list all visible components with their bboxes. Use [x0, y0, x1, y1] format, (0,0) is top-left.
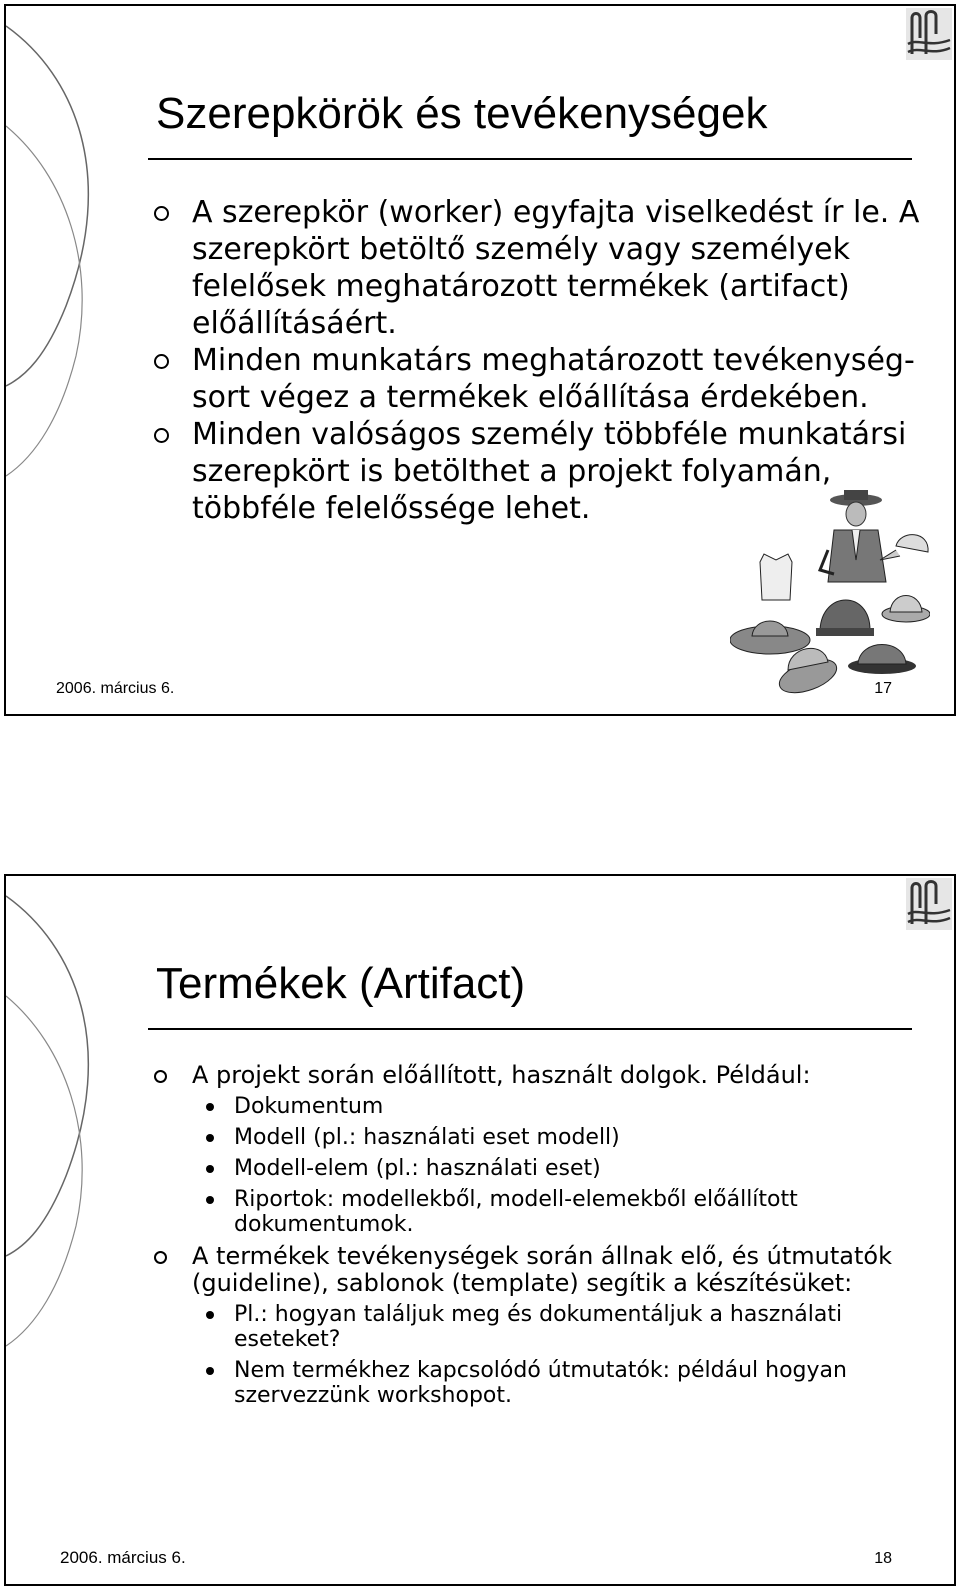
- sub-bullet-item: Modell-elem (pl.: használati eset): [234, 1156, 932, 1181]
- bullet-item: [192, 342, 932, 416]
- bullet-list: [192, 194, 932, 527]
- bullet-item: [192, 194, 932, 342]
- hollow-circle-bullet-icon: [154, 1251, 167, 1264]
- dot-bullet-icon: [206, 1103, 214, 1111]
- dot-bullet-icon: [206, 1196, 214, 1204]
- hollow-circle-bullet-icon: [154, 428, 169, 443]
- dot-bullet-icon: [206, 1311, 214, 1319]
- slide-17: [4, 4, 956, 716]
- sub-bullet-item: Dokumentum: [234, 1094, 932, 1119]
- bullet-text: A termékek tevékenységek során állnak elő, és útmutatók (guideline), sablonok (template) segítik a készítésüket:: [192, 1242, 892, 1297]
- sub-bullet-list: [192, 1094, 932, 1237]
- sub-bullet-item: Riportok: modellekből, modell-elemekből előállított dokumentumok.: [234, 1187, 932, 1237]
- page-number: 17: [874, 680, 892, 697]
- bridge-logo-icon: [906, 878, 952, 930]
- footer-date: 2006. március 6.: [60, 1548, 186, 1567]
- man-with-hats-illustration: [730, 490, 930, 700]
- bullet-item: [192, 1243, 932, 1408]
- dot-bullet-icon: [206, 1134, 214, 1142]
- title-underline: [148, 158, 912, 160]
- footer-date: 2006. március 6.: [56, 680, 175, 697]
- dot-bullet-icon: [206, 1367, 214, 1375]
- title-underline: [148, 1028, 912, 1030]
- bullet-text: Minden valóságos személy többféle munkatársi szerepkört is betölthet a projekt folyamán, többféle felelőssége lehet.: [192, 417, 907, 526]
- sub-bullet-item: Modell (pl.: használati eset modell): [234, 1125, 932, 1150]
- bullet-text: Minden munkatárs meghatározott tevékenység-sort végez a termékek előállítása érdekében.: [192, 343, 915, 415]
- bullet-list: [192, 1062, 932, 1414]
- slide-title: Szerepkörök és tevékenységek: [156, 89, 768, 138]
- bullet-item: [192, 1062, 932, 1237]
- hollow-circle-bullet-icon: [154, 354, 169, 369]
- bridge-logo-icon: [906, 8, 952, 60]
- bullet-text: A szerepkör (worker) egyfajta viselkedést ír le. A szerepkört betöltő személy vagy személyek felelősek meghatározott termékek (artifact) előállításáért.: [192, 195, 920, 341]
- sub-bullet-item: Nem termékhez kapcsolódó útmutatók: például hogyan szervezzünk workshopot.: [234, 1358, 932, 1408]
- dot-bullet-icon: [206, 1165, 214, 1173]
- slide-title: Termékek (Artifact): [156, 959, 526, 1008]
- slide-18: [4, 874, 956, 1586]
- bullet-text: A projekt során előállított, használt dolgok. Például:: [192, 1061, 811, 1089]
- decorative-arcs: [6, 6, 166, 716]
- hollow-circle-bullet-icon: [154, 1070, 167, 1083]
- page-number: 18: [874, 1550, 892, 1567]
- sub-bullet-item: Pl.: hogyan találjuk meg és dokumentáljuk a használati eseteket?: [234, 1302, 932, 1352]
- decorative-arcs: [6, 876, 166, 1586]
- sub-bullet-list: [192, 1302, 932, 1408]
- hollow-circle-bullet-icon: [154, 206, 169, 221]
